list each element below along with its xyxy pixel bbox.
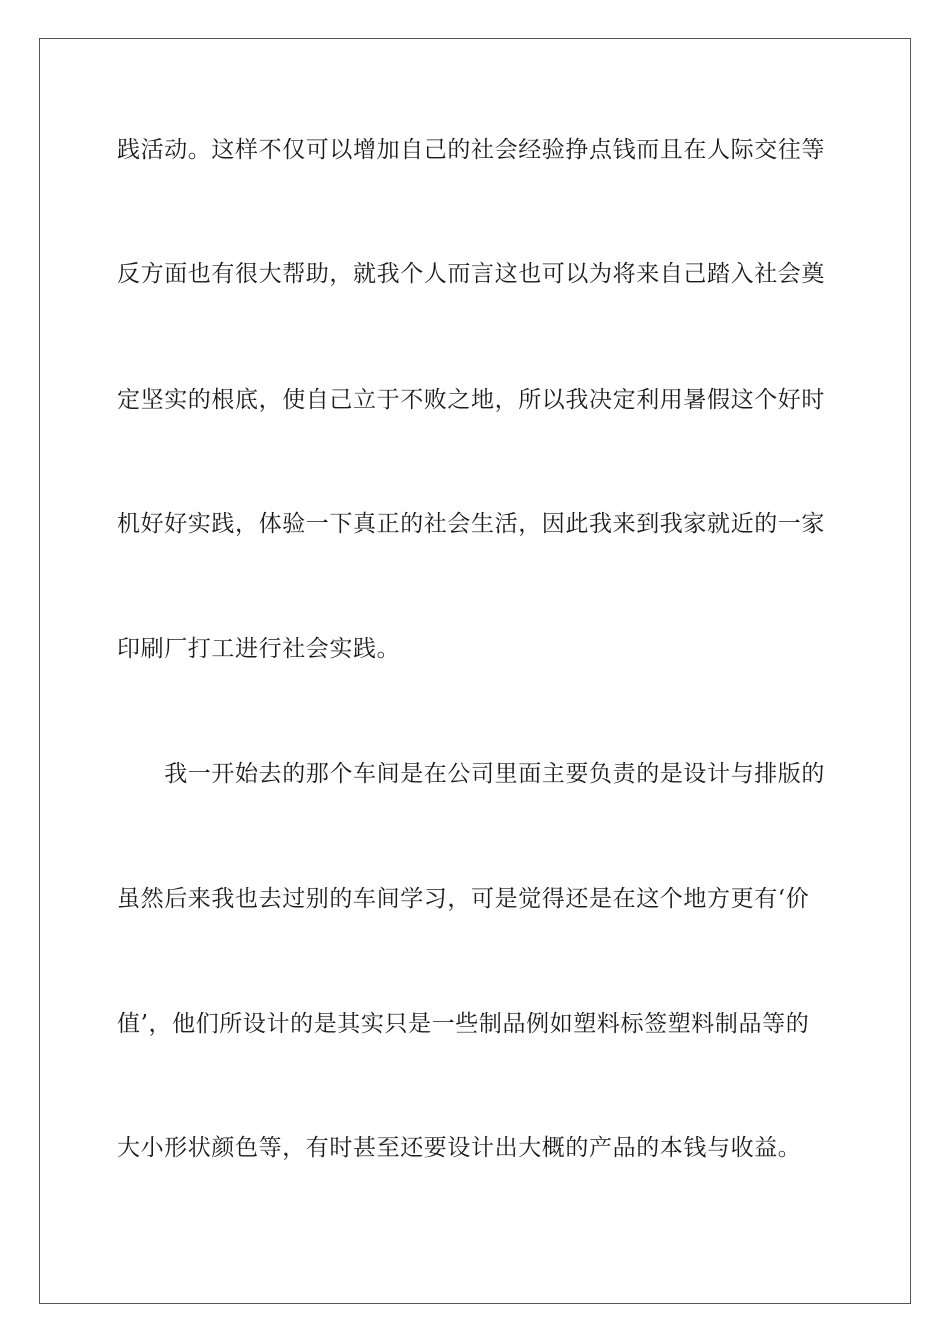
paragraph-line: 印刷厂打工进行社会实践。: [117, 636, 401, 662]
paragraph-line: 值’，他们所设计的是其实只是一些制品例如塑料标签塑料制品等的: [117, 1011, 810, 1037]
page-frame: [39, 38, 911, 1304]
paragraph-line: 反方面也有很大帮助，就我个人而言这也可以为将来自己踏入社会奠: [117, 261, 825, 287]
paragraph-line: 我一开始去的那个车间是在公司里面主要负责的是设计与排版的: [117, 761, 825, 787]
paragraph-line: 虽然后来我也去过别的车间学习，可是觉得还是在这个地方更有‘价: [117, 886, 810, 912]
paragraph-line: 大小形状颜色等，有时甚至还要设计出大概的产品的本钱与收益。: [117, 1135, 802, 1161]
paragraph-line: 定坚实的根底，使自己立于不败之地，所以我决定利用暑假这个好时: [117, 387, 825, 413]
paragraph-line: 机好好实践，体验一下真正的社会生活，因此我来到我家就近的一家: [117, 511, 825, 537]
paragraph-line: 践活动。这样不仅可以增加自己的社会经验挣点钱而且在人际交往等: [117, 137, 825, 163]
